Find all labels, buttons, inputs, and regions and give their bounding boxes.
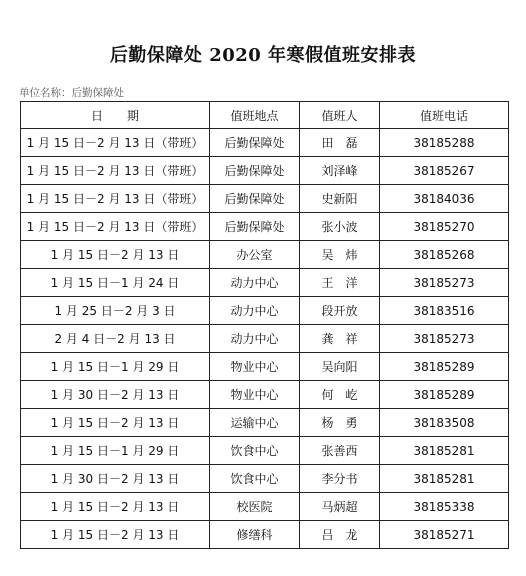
- cell-location: 动力中心: [210, 269, 300, 297]
- header-person: 值班人: [300, 102, 380, 129]
- cell-location: 后勤保障处: [210, 213, 300, 241]
- cell-phone: 38185281: [380, 437, 509, 465]
- cell-location: 运输中心: [210, 409, 300, 437]
- cell-person: 史新阳: [300, 185, 380, 213]
- cell-person: 吴 炜: [300, 241, 380, 269]
- cell-date: 1 月 30 日－2 月 13 日: [21, 381, 210, 409]
- cell-date: 1 月 15 日－2 月 13 日: [21, 493, 210, 521]
- table-row: [21, 493, 509, 521]
- cell-date: 2 月 4 日－2 月 13 日: [21, 325, 210, 353]
- table-header-row: [21, 102, 509, 129]
- cell-person: 何 屹: [300, 381, 380, 409]
- cell-phone: 38185270: [380, 213, 509, 241]
- cell-person: 张小波: [300, 213, 380, 241]
- cell-location: 物业中心: [210, 381, 300, 409]
- table-row: [21, 297, 509, 325]
- cell-date: 1 月 15 日－1 月 24 日: [21, 269, 210, 297]
- cell-person: 龚 祥: [300, 325, 380, 353]
- cell-location: 动力中心: [210, 325, 300, 353]
- cell-phone: 38185289: [380, 353, 509, 381]
- header-location: 值班地点: [210, 102, 300, 129]
- table-row: [21, 269, 509, 297]
- table-row: [21, 241, 509, 269]
- cell-phone: 38185273: [380, 269, 509, 297]
- cell-person: 吴向阳: [300, 353, 380, 381]
- table-row: [21, 465, 509, 493]
- table-row: [21, 213, 509, 241]
- cell-date: 1 月 15 日－2 月 13 日（带班）: [21, 129, 210, 157]
- table-row: [21, 381, 509, 409]
- cell-date: 1 月 15 日－2 月 13 日: [21, 241, 210, 269]
- header-date: 日 期: [21, 102, 210, 129]
- cell-date: 1 月 15 日－1 月 29 日: [21, 353, 210, 381]
- cell-location: 后勤保障处: [210, 157, 300, 185]
- cell-location: 饮食中心: [210, 465, 300, 493]
- cell-date: 1 月 15 日－2 月 13 日: [21, 409, 210, 437]
- cell-person: 张善西: [300, 437, 380, 465]
- cell-location: 校医院: [210, 493, 300, 521]
- cell-date: 1 月 15 日－2 月 13 日: [21, 521, 210, 549]
- cell-phone: 38185289: [380, 381, 509, 409]
- cell-phone: 38185271: [380, 521, 509, 549]
- unit-name-line: 单位名称：后勤保障处: [19, 87, 124, 99]
- cell-person: 马炳超: [300, 493, 380, 521]
- cell-location: 办公室: [210, 241, 300, 269]
- cell-person: 段开放: [300, 297, 380, 325]
- header-phone: 值班电话: [380, 102, 509, 129]
- cell-phone: 38183508: [380, 409, 509, 437]
- cell-phone: 38183516: [380, 297, 509, 325]
- table-row: [21, 521, 509, 549]
- cell-person: 王 洋: [300, 269, 380, 297]
- cell-phone: 38185273: [380, 325, 509, 353]
- cell-phone: 38185268: [380, 241, 509, 269]
- table-row: [21, 409, 509, 437]
- document-title: 后勤保障处 2020 年寒假值班安排表: [109, 45, 417, 66]
- cell-date: 1 月 15 日－2 月 13 日（带班）: [21, 185, 210, 213]
- cell-phone: 38185267: [380, 157, 509, 185]
- cell-person: 李分书: [300, 465, 380, 493]
- cell-date: 1 月 15 日－2 月 13 日（带班）: [21, 213, 210, 241]
- cell-location: 动力中心: [210, 297, 300, 325]
- cell-location: 修缮科: [210, 521, 300, 549]
- table-row: [21, 437, 509, 465]
- cell-phone: 38184036: [380, 185, 509, 213]
- table-row: [21, 325, 509, 353]
- cell-phone: 38185288: [380, 129, 509, 157]
- table-row: [21, 157, 509, 185]
- cell-person: 刘泽峰: [300, 157, 380, 185]
- cell-location: 后勤保障处: [210, 129, 300, 157]
- table-row: [21, 129, 509, 157]
- duty-schedule-table: [20, 101, 509, 549]
- cell-location: 物业中心: [210, 353, 300, 381]
- cell-date: 1 月 30 日－2 月 13 日: [21, 465, 210, 493]
- cell-location: 后勤保障处: [210, 185, 300, 213]
- table-row: [21, 185, 509, 213]
- cell-date: 1 月 15 日－1 月 29 日: [21, 437, 210, 465]
- cell-phone: 38185338: [380, 493, 509, 521]
- cell-phone: 38185281: [380, 465, 509, 493]
- cell-date: 1 月 25 日－2 月 3 日: [21, 297, 210, 325]
- cell-person: 杨 勇: [300, 409, 380, 437]
- cell-person: 田 磊: [300, 129, 380, 157]
- table-row: [21, 353, 509, 381]
- cell-date: 1 月 15 日－2 月 13 日（带班）: [21, 157, 210, 185]
- cell-person: 吕 龙: [300, 521, 380, 549]
- cell-location: 饮食中心: [210, 437, 300, 465]
